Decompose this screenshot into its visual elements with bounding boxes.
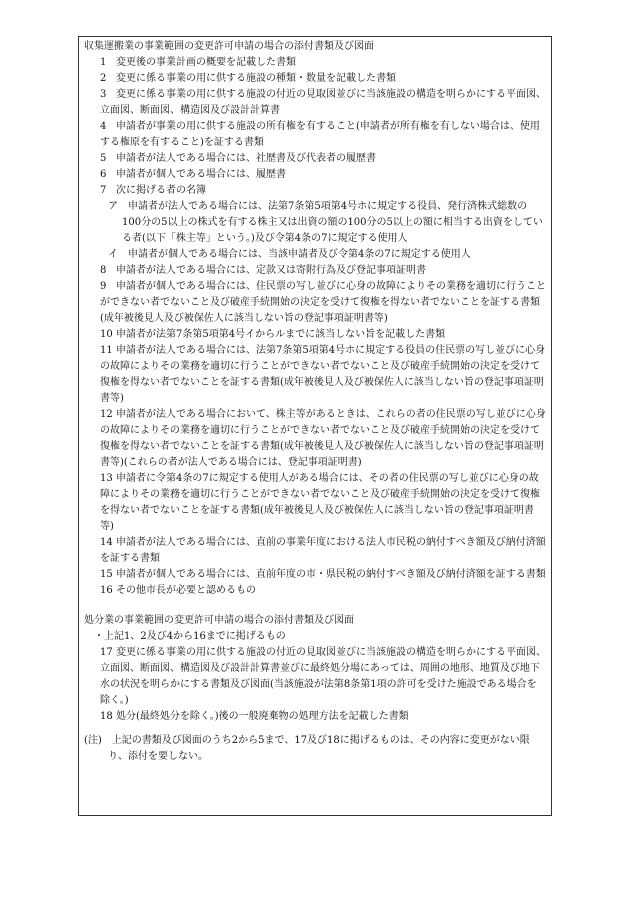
list-item: 3 変更に係る事業の用に供する施設の付近の見取図並びに当該施設の構造を明らかにする平面図、立面図、断面図、構造図及び設計計算書 [100, 89, 546, 116]
list-item: 2 変更に係る事業の用に供する施設の種類・数量を記載した書類 [100, 73, 396, 84]
document-frame [78, 36, 552, 816]
list-item: 8 申請者が法人である場合には、定款又は寄附行為及び登記事項証明書 [100, 265, 426, 276]
footnote: (注) 上記の書類及び図面のうち2から5まで、17及び18に掲げるものは、その内容に変更がない限り、添付を要しない。 [84, 735, 530, 762]
sub-list-item: イ 申請者が個人である場合には、当該申請者及び令第4条の7に規定する使用人 [108, 249, 471, 260]
section-spacer [84, 599, 546, 613]
list-item: 11 申請者が法人である場合には、法第7条第5項第4号ホに規定する役員の住民票の写し並びに心身の故障によりその業務を適切に行うことができない者でないこと及び破産手続開始の決定を受けて復権を得ない者でないことを証する書類(成年被後見人及び被保佐人に該当しない旨の登記事項証明書等) [100, 345, 546, 404]
section-title-disposal: 処分業の事業範囲の変更許可申請の場合の添付書類及び図面 [84, 615, 354, 626]
list-item: 12 申請者が法人である場合において、株主等があるときは、これらの者の住民票の写し並びに心身の故障によりその業務を適切に行うことができない者でないこと及び破産手続開始の決定を受けて復権を得ない者でないことを証する書類(成年被後見人及び被保佐人に該当しない旨の登記事項証明書等)(これらの者が法人である場合には、登記事項証明書) [100, 409, 546, 468]
list-item: 15 申請者が個人である場合には、直前年度の市・県民税の納付すべき額及び納付済額を証する書類 [100, 569, 546, 580]
list-item: 1 変更後の事業計画の概要を記載した書類 [100, 57, 296, 68]
list-item: 18 処分(最終処分を除く。)後の一般廃棄物の処理方法を記載した書類 [100, 711, 409, 722]
list-item: 16 その他市長が必要と認めるもの [100, 585, 256, 596]
list-item: 17 変更に係る事業の用に供する施設の付近の見取図並びに当該施設の構造を明らかにする平面図、立面図、断面図、構造図及び設計計算書並びに最終処分場にあっては、周囲の地形、地質及び地下水の状況を明らかにする書類及び図面(当該施設が法第8条第1項の許可を受けた施設である場合を除く。) [100, 647, 546, 706]
list-item: 5 申請者が法人である場合には、社歴書及び代表者の履歴書 [100, 153, 376, 164]
list-item: 6 申請者が個人である場合には、履歴書 [100, 169, 286, 180]
note-spacer [84, 725, 546, 733]
list-item: 9 申請者が個人である場合には、住民票の写し並びに心身の故障によりその業務を適切に行うことができない者でないこと及び破産手続開始の決定を受けて復権を得ない者でないことを証する書類(成年被後見人及び被保佐人に該当しない旨の登記事項証明書等) [100, 281, 546, 324]
bullet-item: ・上記1、2及び4から16までに掲げるもの [94, 631, 286, 642]
section-title-collection: 収集運搬業の事業範囲の変更許可申請の場合の添付書類及び図面 [84, 41, 374, 52]
list-item: 10 申請者が法第7条第5項第4号イからルまでに該当しない旨を記載した書類 [100, 329, 446, 340]
sub-list-item: ア 申請者が法人である場合には、法第7条第5項第4号ホに規定する役員、発行済株式総数の100分の5以上の株式を有する株主又は出資の額の100分の5以上の額に相当する出資をしている者(以下「株主等」という。)及び令第4条の7に規定する使用人 [108, 201, 543, 244]
list-item: 4 申請者が事業の用に供する施設の所有権を有すること(申請者が所有権を有しない場合は、使用する権原を有すること)を証する書類 [100, 121, 540, 148]
list-item: 13 申請者に令第4条の7に規定する使用人がある場合には、その者の住民票の写し並びに心身の故障によりその業務を適切に行うことができない者でないこと及び破産手続開始の決定を受けて復権を得ない者でないことを証する書類(成年被後見人及び被保佐人に該当しない旨の登記事項証明書等) [100, 473, 540, 532]
list-item: 7 次に掲げる者の名簿 [100, 185, 206, 196]
list-item: 14 申請者が法人である場合には、直前の事業年度における法人市民税の納付すべき額及び納付済額を証する書類 [100, 537, 546, 564]
